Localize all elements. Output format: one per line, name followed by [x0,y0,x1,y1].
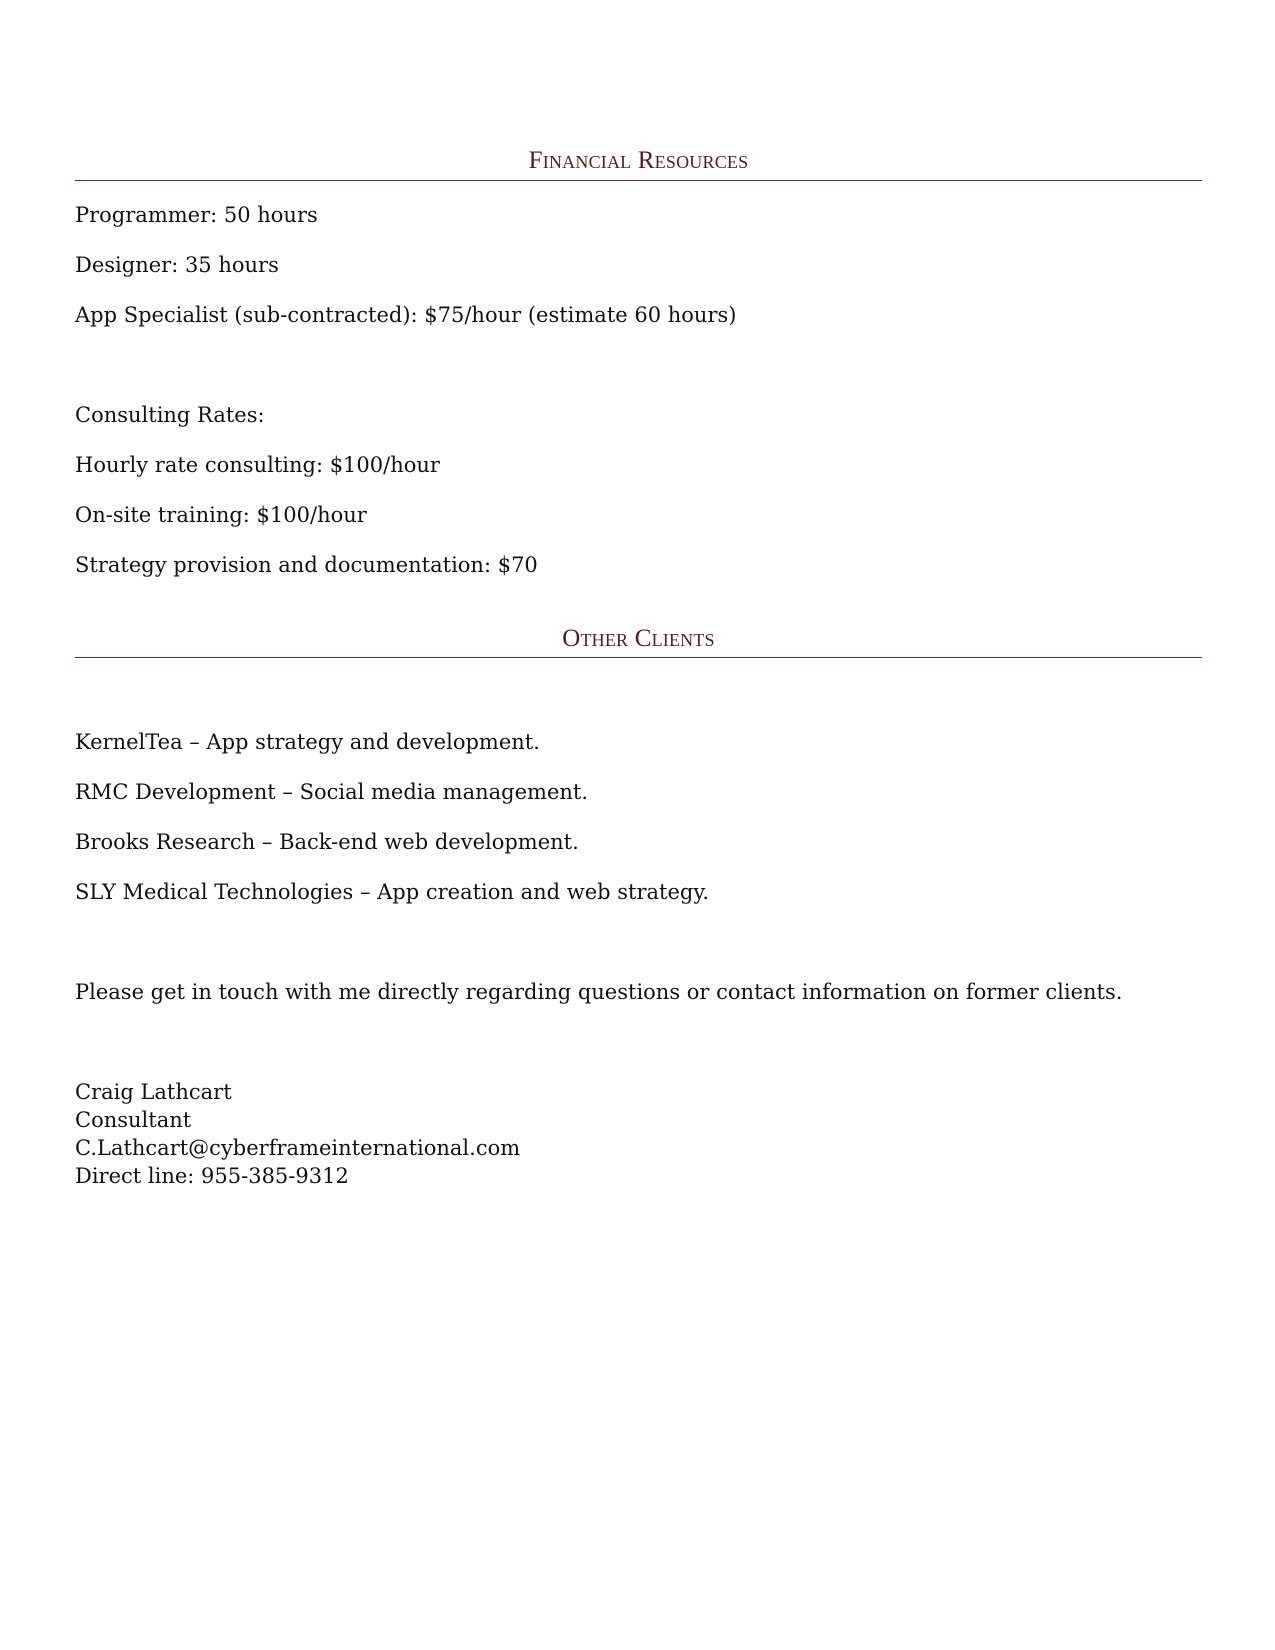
rate-line-strategy: Strategy provision and documentation: $70 [75,553,538,577]
signature-title: Consultant [75,1108,192,1132]
other-clients-rule [75,657,1202,658]
rate-line-onsite: On-site training: $100/hour [75,503,367,527]
signature-phone: Direct line: 955-385-9312 [75,1164,349,1188]
signature-email[interactable]: C.Lathcart@cyberframeinternational.com [75,1136,521,1160]
other-clients-heading: Other Clients [562,625,715,652]
signature-name: Craig Lathcart [75,1080,232,1104]
client-line-brooks: Brooks Research – Back-end web development. [75,830,579,854]
rate-line-hourly: Hourly rate consulting: $100/hour [75,453,440,477]
consulting-rates-label: Consulting Rates: [75,403,265,427]
client-line-sly: SLY Medical Technologies – App creation and web strategy. [75,880,710,904]
document-page [75,0,1202,1650]
financial-resources-rule [75,180,1202,181]
contact-note: Please get in touch with me directly regarding questions or contact information on former clients. [75,980,1123,1004]
client-line-rmc: RMC Development – Social media management. [75,780,589,804]
client-line-kerneltea: KernelTea – App strategy and development. [75,730,540,754]
financial-resources-heading: Financial Resources [528,147,749,174]
resource-line-app-specialist: App Specialist (sub-contracted): $75/hour (estimate 60 hours) [75,303,737,327]
resource-line-designer: Designer: 35 hours [75,253,279,277]
resource-line-programmer: Programmer: 50 hours [75,203,318,227]
